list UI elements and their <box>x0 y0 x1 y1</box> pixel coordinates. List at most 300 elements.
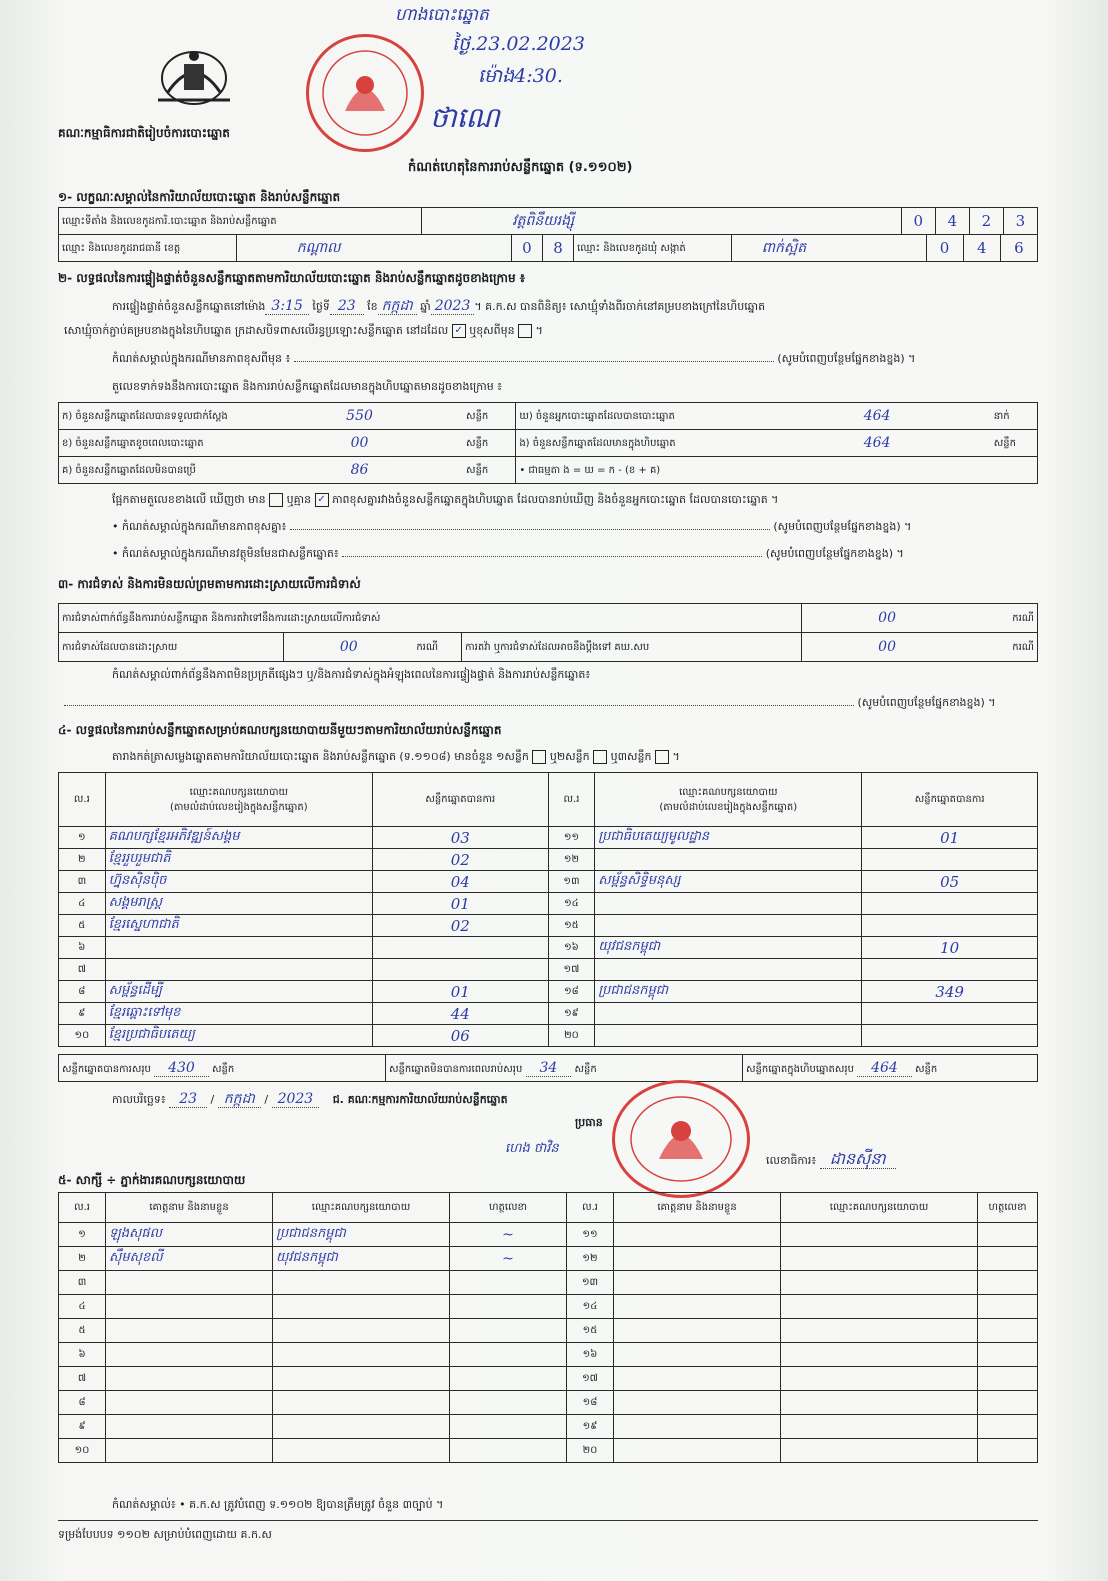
total-box: 464 <box>857 1060 912 1077</box>
count-value: 464 <box>764 403 991 430</box>
province-value: កណ្ដាល <box>236 235 511 262</box>
table-row <box>59 893 1038 915</box>
witness-party <box>781 1295 978 1319</box>
witness-party: ប្រជាជនកម្ពុជា <box>273 1223 450 1247</box>
witness-signature <box>978 1271 1038 1295</box>
row-no: ១៥ <box>548 915 595 937</box>
party-votes: 01 <box>862 827 1038 849</box>
committee-name: គណៈកម្មាធិការជាតិរៀបចំការបោះឆ្នោត <box>58 126 230 140</box>
table-row <box>59 959 1038 981</box>
commune-code-digit: 0 <box>926 235 963 262</box>
party-votes <box>862 893 1038 915</box>
unit: សន្លឹក <box>574 1063 597 1075</box>
col-votes: សន្លឹកឆ្នោតបានការ <box>372 773 548 827</box>
objection-table <box>58 603 1038 662</box>
witness-name <box>106 1319 273 1343</box>
witness-signature <box>450 1415 567 1439</box>
witness-signature <box>450 1391 567 1415</box>
witness-party <box>273 1439 450 1463</box>
witness-party <box>781 1319 978 1343</box>
count-value: 86 <box>256 457 463 484</box>
witness-party <box>273 1295 450 1319</box>
count-row <box>59 430 1038 457</box>
party-votes: 10 <box>862 937 1038 959</box>
table-row <box>59 1025 1038 1047</box>
text: ការផ្ទៀងផ្ទាត់ចំនួនសន្លឹកឆ្នោតនៅម៉ោង <box>112 300 266 313</box>
bullet1-line <box>112 520 911 536</box>
unit <box>991 457 1038 484</box>
witness-signature <box>450 1295 567 1319</box>
unit: ករណី <box>972 604 1037 633</box>
count-value: 464 <box>764 430 991 457</box>
witness-name <box>614 1367 781 1391</box>
witness-name <box>106 1415 273 1439</box>
unit: សន្លឹក <box>211 1063 235 1075</box>
objection-row2-value: 00 <box>284 633 414 662</box>
witness-party <box>781 1391 978 1415</box>
table-row <box>59 871 1038 893</box>
handwritten-initials: ថាណេ <box>430 101 500 134</box>
witness-name <box>106 1343 273 1367</box>
section4-title: ៤- លទ្ធផលនៃការរាប់សន្លឹកឆ្នោតសម្រាប់គណបក្សនយោបាយនីមួយៗតាមការិយាល័យរាប់សន្លឹកឆ្នោត <box>58 723 502 737</box>
verification-line1 <box>112 296 1042 317</box>
row-no: ៣ <box>59 871 106 893</box>
row-no: ១០ <box>59 1025 106 1047</box>
table-row <box>59 1415 1038 1439</box>
table-row <box>59 827 1038 849</box>
text: ផ្អែកតាមតួលេខខាងលើ ឃើញថា មាន <box>112 493 266 506</box>
count-value <box>764 457 991 484</box>
col-no: ល.រ <box>567 1193 614 1223</box>
witness-signature <box>978 1319 1038 1343</box>
witness-name <box>106 1295 273 1319</box>
text: តារាងកត់ត្រាសម្លេងឆ្នោតតាមការិយាល័យបោះឆ្នោត និងរាប់សន្លឹកឆ្នោត (ទ.១១០៨) មានចំនួន ១សន្លឹក <box>112 750 529 763</box>
row-no: ១៨ <box>567 1391 614 1415</box>
text: លេខាធិការ៖ <box>766 1154 817 1167</box>
witness-signature <box>450 1271 567 1295</box>
text: ថ្ងៃទី <box>312 300 330 313</box>
row-no: ១១ <box>567 1223 614 1247</box>
col-no: ល.រ <box>548 773 595 827</box>
party-name: ហ្វ៊ុនស៊ិនប៉ិច <box>105 871 372 893</box>
total-invalid: 34 <box>526 1060 572 1077</box>
row-no: ១៨ <box>548 981 595 1003</box>
row-no: ១៦ <box>567 1343 614 1367</box>
witness-signature <box>978 1367 1038 1391</box>
commune-code-digit: 4 <box>963 235 1000 262</box>
witness-name <box>614 1415 781 1439</box>
row-no: ៧ <box>59 959 106 981</box>
table-row <box>59 1367 1038 1391</box>
col-sign: ហត្ថលេខា <box>450 1193 567 1223</box>
text: ឬគ្មាន <box>286 493 312 506</box>
witness-signature <box>978 1247 1038 1271</box>
row-no: ១៤ <box>548 893 595 915</box>
col-party <box>595 773 862 827</box>
section2-title: ២- លទ្ធផលនៃការផ្ទៀងផ្ទាត់ចំនួនសន្លឹកឆ្នោតតាមការិយាល័យបោះឆ្នោត និងរាប់សន្លឹកឆ្នោតដូចខាងក្រោម ៖ <box>58 271 526 285</box>
province-code-digit: 8 <box>542 235 573 262</box>
witness-name <box>614 1343 781 1367</box>
party-name: យុវជនកម្ពុជា <box>595 937 862 959</box>
witness-signature <box>978 1415 1038 1439</box>
station-info-table <box>58 207 1038 235</box>
witness-name <box>106 1271 273 1295</box>
official-seal-bottom <box>612 1080 750 1198</box>
col-party: ឈ្មោះគណបក្សនយោបាយ <box>273 1193 450 1223</box>
party-results-table <box>58 772 1038 1047</box>
table-row <box>59 1439 1038 1463</box>
witness-party <box>781 1223 978 1247</box>
footer-note: កំណត់សម្គាល់៖ • គ.ក.ស ត្រូវបំពេញ ទ.១១០២ ឱ្យបានត្រឹមត្រូវ ចំនួន ៣ច្បាប់ ។ <box>112 1498 444 1511</box>
row-no: ៥ <box>59 1319 106 1343</box>
row-no: ៨ <box>59 981 106 1003</box>
verify-hour: 3:15 <box>265 298 308 315</box>
party-name <box>105 959 372 981</box>
count-label: ខ) ចំនួនសន្លឹកឆ្នោតខូចពេលបោះឆ្នោត <box>59 430 257 457</box>
row-no: ១៤ <box>567 1295 614 1319</box>
form-title: កំណត់ហេតុនៃការរាប់សន្លឹកឆ្នោត (ទ.១១០២) <box>408 160 633 175</box>
count-label: ឃ) ចំនួនអ្នកបោះឆ្នោតដែលបានបោះឆ្នោត <box>516 403 764 430</box>
station-code-digit: 3 <box>1003 208 1037 235</box>
table-row <box>59 981 1038 1003</box>
party-votes: 03 <box>372 827 548 849</box>
row-no: ២ <box>59 849 106 871</box>
table-row <box>59 849 1038 871</box>
witness-signature: ~ <box>450 1247 567 1271</box>
row-no: ១៩ <box>548 1003 595 1025</box>
witness-name <box>614 1439 781 1463</box>
totals-table <box>58 1054 1038 1082</box>
row-no: ៨ <box>59 1391 106 1415</box>
text: ឬ៣សន្លឹក <box>610 750 652 763</box>
station-code-digit: 2 <box>969 208 1003 235</box>
witness-name <box>614 1271 781 1295</box>
col-votes: សន្លឹកឆ្នោតបានការ <box>862 773 1038 827</box>
text: ឬខុសពីមុន <box>469 324 515 337</box>
secretary-line <box>766 1148 896 1172</box>
table-row <box>59 1343 1038 1367</box>
row-no: ៦ <box>59 1343 106 1367</box>
verify-day: 23 <box>330 298 364 315</box>
row-no: ១៩ <box>567 1415 614 1439</box>
text: ។ គ.ក.ស បានពិនិត្យ៖ សោឃ្មុំទាំងពីរចាក់នៅគម្របខាងក្រៅនៃហិបឆ្នោត <box>474 300 766 313</box>
same-checkbox[interactable]: ✓ <box>452 324 466 338</box>
text: • កំណត់សម្គាល់ក្នុងករណីមានភាពខុសគ្នា៖ <box>112 520 287 533</box>
party-votes <box>862 1025 1038 1047</box>
official-seal-top <box>306 34 424 152</box>
row-no: ១៧ <box>548 959 595 981</box>
footer-form-id: ទម្រង់បែបបទ ១១០២ សម្រាប់បំពេញដោយ គ.ក.ស <box>58 1528 272 1541</box>
party-name: ប្រជាជនកម្ពុជា <box>595 981 862 1003</box>
three-sheet-checkbox[interactable] <box>655 750 669 764</box>
party-votes <box>862 849 1038 871</box>
table-row <box>59 915 1038 937</box>
party-name <box>595 915 862 937</box>
text: ឆ្នាំ <box>420 300 431 313</box>
chair-label: ប្រធាន <box>575 1116 603 1129</box>
row-no: ១៣ <box>548 871 595 893</box>
party-name <box>595 849 862 871</box>
party-name <box>105 937 372 959</box>
row-no: ១ <box>59 827 106 849</box>
row-no: ២ <box>59 1247 106 1271</box>
text: (តាមលំដាប់លេខរៀងក្នុងសន្លឹកឆ្នោត) <box>659 801 798 813</box>
party-votes <box>862 1003 1038 1025</box>
compare-line <box>112 493 778 509</box>
dotted-line <box>342 556 762 557</box>
party-votes: 349 <box>862 981 1038 1003</box>
witness-signature <box>978 1391 1038 1415</box>
witness-party <box>273 1343 450 1367</box>
station-code-digit: 0 <box>901 208 935 235</box>
date-month: កក្កដា <box>218 1091 261 1108</box>
party-name <box>595 1025 862 1047</box>
table-row <box>59 1271 1038 1295</box>
total-box-cell <box>743 1055 1038 1082</box>
text: កំណត់សម្គាល់ក្នុងករណីមានភាពខុសពីមុន ៖ <box>112 352 291 365</box>
row-no: ៥ <box>59 915 106 937</box>
footer-divider <box>58 1520 1038 1521</box>
row-no: ៤ <box>59 893 106 915</box>
text: (សូមបំពេញបន្ថែមផ្នែកខាងខ្នង) ។ <box>765 547 904 560</box>
witness-name <box>614 1391 781 1415</box>
unit: សន្លឹក <box>991 430 1038 457</box>
handwritten-time: ម៉ោង4:30. <box>478 65 563 87</box>
table-row <box>59 937 1038 959</box>
witness-name <box>614 1247 781 1271</box>
party-name: សម្ព័ន្ធដើម្បី <box>105 981 372 1003</box>
row-no: ៧ <box>59 1367 106 1391</box>
dotted-line <box>294 361 774 362</box>
total-valid: 430 <box>154 1060 209 1077</box>
secretary-signature: ដានស៊ីនា <box>820 1149 896 1169</box>
ballot-count-table <box>58 402 1038 484</box>
col-name: គោត្តនាម និងនាមខ្លួន <box>106 1193 273 1223</box>
text: សន្លឹកឆ្នោតមិនបានការពេលរាប់សរុប <box>389 1063 523 1075</box>
party-name <box>595 959 862 981</box>
table-row <box>59 1319 1038 1343</box>
row-no: ១ <box>59 1223 106 1247</box>
witness-name <box>106 1367 273 1391</box>
text: ភាពខុសគ្នារវាងចំនួនសន្លឹកឆ្នោតក្នុងហិបឆ្នោត ដែលបានរាប់ឃើញ និងចំនួនអ្នកបោះឆ្នោត ដែលបានបោះឆ្នោត ។ <box>332 493 779 506</box>
table-intro: តួលេខទាក់ទងនឹងការបោះឆ្នោត និងការរាប់សន្លឹកឆ្នោតដែលមានក្នុងហិបឆ្នោតមានដូចខាងក្រោម ៖ <box>112 380 503 393</box>
bullet2-line <box>112 547 904 563</box>
text: កាលបរិច្ឆេទ៖ <box>112 1093 166 1106</box>
station-value: វត្តពិនឹយរង្ស៊ី <box>422 208 902 235</box>
table-row <box>59 1247 1038 1271</box>
row-no: ១៥ <box>567 1319 614 1343</box>
party-votes: 44 <box>372 1003 548 1025</box>
witness-signature <box>978 1295 1038 1319</box>
witness-table <box>58 1192 1038 1463</box>
objection-row2b-label: ការតវ៉ា ឬការជំទាស់ដែលអាចនឹងប្ដឹងទៅ គឃ.សប <box>462 633 802 662</box>
unit: សន្លឹក <box>915 1063 938 1075</box>
party-votes: 01 <box>372 981 548 1003</box>
text: សោឃ្មុំចាក់ភ្ជាប់គម្របខាងក្នុងនៃហិបឆ្នោត ក្រដាសបិទពាសលើរន្ធប្រឡោះសន្លឹកឆ្នោត នៅដដែល <box>64 324 449 337</box>
row-no: ៩ <box>59 1415 106 1439</box>
row-no: ១៦ <box>548 937 595 959</box>
witness-party <box>273 1319 450 1343</box>
count-value: 00 <box>256 430 463 457</box>
objection-row2-label: ការជំទាស់ដែលបានដោះស្រាយ <box>59 633 284 662</box>
witness-party <box>273 1415 450 1439</box>
witness-party <box>781 1415 978 1439</box>
verification-line2: សោឃ្មុំចាក់ភ្ជាប់គម្របខាងក្នុងនៃហិបឆ្នោត ក្រដាសបិទពាសលើរន្ធប្រឡោះសន្លឹកឆ្នោត នៅដដែល ✓ ឬខុសពីមុន ។ <box>64 324 543 337</box>
party-name: គណបក្សខ្មែរអភិវឌ្ឍន៍សង្គម <box>105 827 372 849</box>
row-no: ៦ <box>59 937 106 959</box>
count-committee: ជ. គណៈកម្មការការិយាល័យរាប់សន្លឹកឆ្នោត <box>332 1093 508 1106</box>
witness-name <box>614 1319 781 1343</box>
col-party <box>105 773 372 827</box>
table-row <box>59 1223 1038 1247</box>
row-no: ៣ <box>59 1271 106 1295</box>
text: (តាមលំដាប់លេខរៀងក្នុងសន្លឹកឆ្នោត) <box>169 801 308 813</box>
party-votes <box>372 959 548 981</box>
party-name <box>595 893 862 915</box>
objection-row1-label: ការជំទាស់ពាក់ព័ន្ធនឹងការរាប់សន្លឹកឆ្នោត និងការតវ៉ាទៅនឹងការដោះស្រាយលើការជំទាស់ <box>59 604 802 633</box>
witness-signature <box>450 1343 567 1367</box>
row-no: ១៣ <box>567 1271 614 1295</box>
count-label: • ជាធម្មតា ង = ឃ = ក - (ខ + គ) <box>516 457 764 484</box>
dotted-line <box>290 529 770 530</box>
unit: សន្លឹក <box>463 403 516 430</box>
witness-party <box>273 1271 450 1295</box>
party-votes: 01 <box>372 893 548 915</box>
unit: ករណី <box>413 633 461 662</box>
text: (សូមបំពេញបន្ថែមផ្នែកខាងខ្នង) ។ <box>777 352 916 365</box>
party-name: ខ្មែររួបរួមជាតិ <box>105 849 372 871</box>
col-sign: ហត្ថលេខា <box>978 1193 1038 1223</box>
row-no: ១១ <box>548 827 595 849</box>
verify-month: កក្កដា <box>378 298 417 315</box>
text: • កំណត់សម្គាល់ក្នុងករណីមានវត្ថុមិនមែនជាសន្លឹកឆ្នោត៖ <box>112 547 339 560</box>
row-no: ២០ <box>548 1025 595 1047</box>
one-sheet-checkbox[interactable] <box>532 750 546 764</box>
witness-signature: ~ <box>450 1223 567 1247</box>
text: សន្លឹកឆ្នោតក្នុងហិបឆ្នោតសរុប <box>746 1063 854 1075</box>
row-no: ៤ <box>59 1295 106 1319</box>
row-no: ១២ <box>567 1247 614 1271</box>
two-sheet-checkbox[interactable] <box>593 750 607 764</box>
commune-value: ពាក់ស្អិត <box>731 235 926 262</box>
count-value: 550 <box>256 403 463 430</box>
verify-year: 2023 <box>431 298 475 315</box>
unit: សន្លឹក <box>463 457 516 484</box>
table-row <box>59 1295 1038 1319</box>
col-no: ល.រ <box>59 1193 106 1223</box>
witness-name <box>614 1295 781 1319</box>
chair-signature: ហេង ថាវិន <box>505 1141 559 1156</box>
table-row <box>59 1003 1038 1025</box>
party-name: ខ្មែរឆ្ពោះទៅមុខ <box>105 1003 372 1025</box>
row-no: ១០ <box>59 1439 106 1463</box>
text: ឈ្មោះគណបក្សនយោបាយ <box>679 786 778 798</box>
party-votes <box>862 915 1038 937</box>
date-day: 23 <box>169 1091 207 1108</box>
objection-row2b-value: 00 <box>801 633 972 662</box>
count-row <box>59 403 1038 430</box>
witness-party: យុវជនកម្ពុជា <box>273 1247 450 1271</box>
different-checkbox[interactable] <box>518 324 532 338</box>
no-difference-checkbox[interactable]: ✓ <box>315 493 329 507</box>
text: សន្លឹកឆ្នោតបានការសរុប <box>62 1063 151 1075</box>
witness-party <box>781 1247 978 1271</box>
has-difference-checkbox[interactable] <box>269 493 283 507</box>
section5-title: ៥- សាក្សី ÷ ភ្នាក់ងារគណបក្សនយោបាយ <box>58 1173 246 1187</box>
party-name: ខ្មែរស្នេហាជាតិ <box>105 915 372 937</box>
objection-row1-value: 00 <box>801 604 972 633</box>
party-votes: 05 <box>862 871 1038 893</box>
total-valid-cell <box>59 1055 386 1082</box>
date-year: 2023 <box>272 1091 320 1108</box>
station-code-digit: 4 <box>935 208 969 235</box>
section3-title: ៣- ការជំទាស់ និងការមិនយល់ព្រមតាមការដោះស្រាយលើការជំទាស់ <box>58 577 361 591</box>
text: (សូមបំពេញបន្ថែមផ្នែកខាងខ្នង) ។ <box>857 696 996 709</box>
dotted-line <box>64 705 854 706</box>
nec-emblem-icon <box>148 42 240 112</box>
witness-party <box>781 1367 978 1391</box>
commune-label: ឈ្មោះ និងលេខកូដឃុំ សង្កាត់ <box>574 235 732 262</box>
witness-party <box>781 1343 978 1367</box>
party-votes: 04 <box>372 871 548 893</box>
station-label: ឈ្មោះទីតាំង និងលេខកូដការិ.បោះឆ្នោត និងរាប់សន្លឹកឆ្នោត <box>59 208 422 235</box>
text: (សូមបំពេញបន្ថែមផ្នែកខាងខ្នង) ។ <box>773 520 912 533</box>
witness-signature <box>450 1439 567 1463</box>
witness-signature <box>978 1343 1038 1367</box>
party-votes: 02 <box>372 849 548 871</box>
col-name: គោត្តនាម និងនាមខ្លួន <box>614 1193 781 1223</box>
province-label: ឈ្មោះ និងលេខកូដរាជធានី ខេត្ត <box>59 235 237 262</box>
party-name: សម្ព័ន្ធសិទ្ធិមនុស្ស <box>595 871 862 893</box>
col-no: ល.រ <box>59 773 106 827</box>
party-votes <box>372 937 548 959</box>
objection-note-line <box>64 696 996 712</box>
col-party: ឈ្មោះគណបក្សនយោបាយ <box>781 1193 978 1223</box>
row-no: ១២ <box>548 849 595 871</box>
party-votes: 06 <box>372 1025 548 1047</box>
row-no: ២០ <box>567 1439 614 1463</box>
province-info-table <box>58 234 1038 262</box>
witness-party <box>781 1271 978 1295</box>
total-invalid-cell <box>386 1055 743 1082</box>
unit: នាក់ <box>991 403 1038 430</box>
diff-note-line <box>112 352 1042 368</box>
party-votes <box>862 959 1038 981</box>
unit: សន្លឹក <box>463 430 516 457</box>
witness-party <box>273 1367 450 1391</box>
witness-signature <box>450 1367 567 1391</box>
witness-signature <box>450 1319 567 1343</box>
commune-code-digit: 6 <box>1000 235 1037 262</box>
text: ខែ <box>367 300 378 313</box>
witness-name <box>614 1223 781 1247</box>
count-label: ក) ចំនួនសន្លឹកឆ្នោតដែលបានទទួលជាក់ស្តែង <box>59 403 257 430</box>
section4-intro: តារាងកត់ត្រាសម្លេងឆ្នោតតាមការិយាល័យបោះឆ្នោត និងរាប់សន្លឹកឆ្នោត (ទ.១១០៨) មានចំនួន ១សន្លឹក ឬ២សន្លឹក ឬ៣សន្លឹក ។ <box>112 750 680 763</box>
party-name: ខ្មែរប្រជាធិបតេយ្យ <box>105 1025 372 1047</box>
witness-signature <box>978 1223 1038 1247</box>
province-code-digit: 0 <box>511 235 542 262</box>
handwritten-date: ថ្ងៃ.23.02.2023 <box>452 33 585 55</box>
witness-party <box>781 1439 978 1463</box>
row-no: ៩ <box>59 1003 106 1025</box>
date-line: កាលបរិច្ឆេទ៖ 23 / កក្កដា / 2023 ជ. គណៈកម្មការការិយាល័យរាប់សន្លឹកឆ្នោត <box>112 1091 508 1107</box>
party-votes: 02 <box>372 915 548 937</box>
table-row <box>59 1391 1038 1415</box>
unit: ករណី <box>972 633 1037 662</box>
row-no: ១៧ <box>567 1367 614 1391</box>
witness-name <box>106 1391 273 1415</box>
text: ឬ២សន្លឹក <box>549 750 590 763</box>
